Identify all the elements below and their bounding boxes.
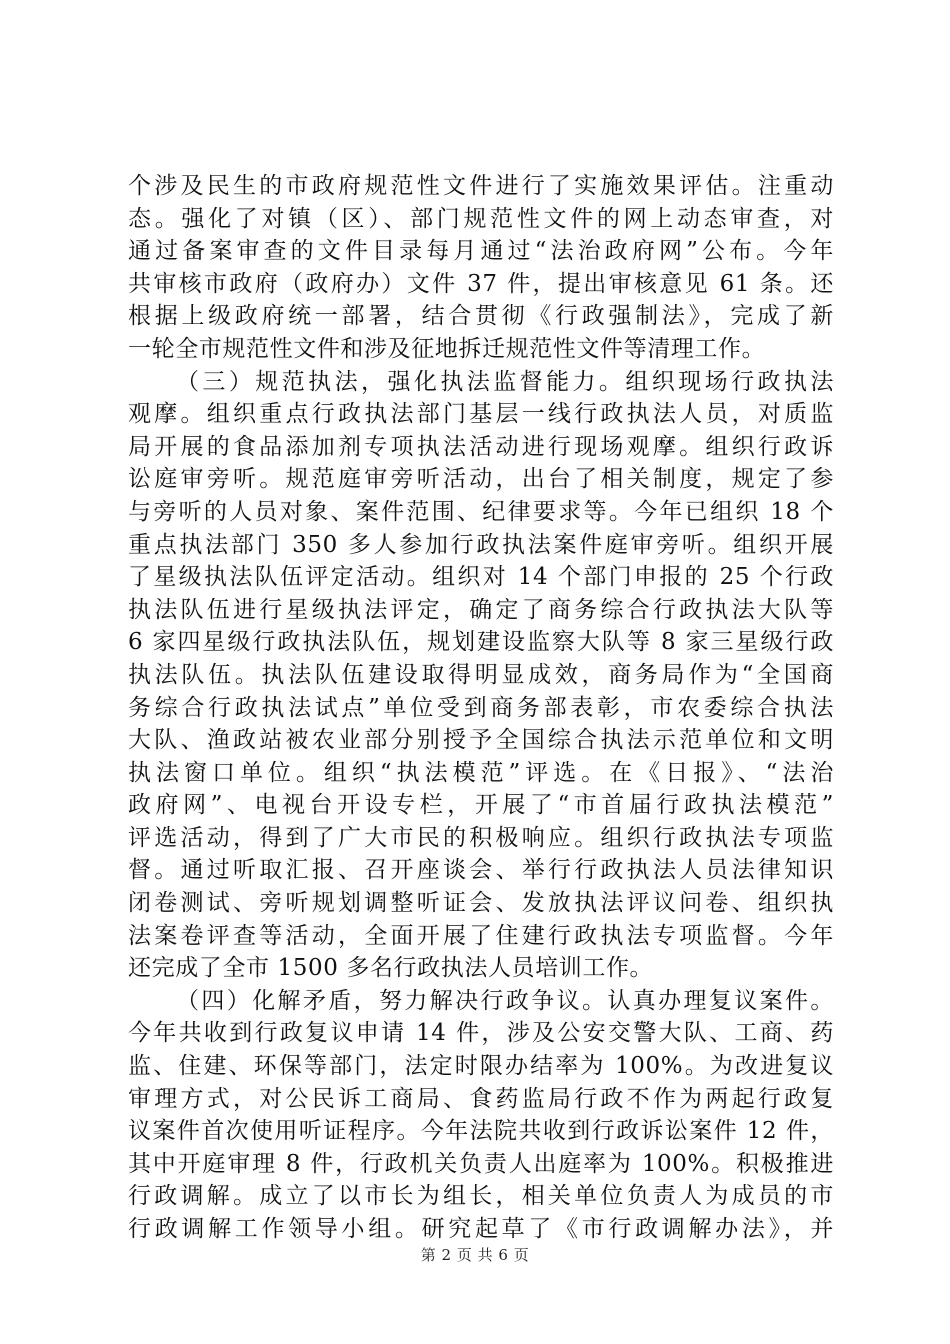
text-line: 共审核市政府（政府办）文件 37 件，提出审核意见 61 条。还 <box>128 270 834 297</box>
text-line: 重点执法部门 350 多人参加行政执法案件庭审旁听。组织开展 <box>128 531 834 558</box>
text-line: 大队、渔政站被农业部分别授予全国综合执法示范单位和文明 <box>128 727 834 754</box>
text-line: 行政调解工作领导小组。研究起草了《市行政调解办法》，并 <box>128 1216 834 1242</box>
text-line: 观摩。组织重点行政执法部门基层一线行政执法人员，对质监 <box>128 401 834 428</box>
text-line: 监、住建、环保等部门，法定时限办结率为 100%。为改进复议 <box>128 1053 834 1080</box>
text-line: 一轮全市规范性文件和涉及征地拆迁规范性文件等清理工作。 <box>128 335 766 362</box>
text-line: 评选活动，得到了广大市民的积极响应。组织行政执法专项监 <box>128 824 834 851</box>
text-line: 今年共收到行政复议申请 14 件，涉及公安交警大队、工商、药 <box>128 1020 834 1047</box>
text-line: 了星级执法队伍评定活动。组织对 14 个部门申报的 25 个行政 <box>128 564 834 591</box>
text-line: 督。通过听取汇报、召开座谈会、举行行政执法人员法律知识 <box>128 857 834 884</box>
text-line: 务综合行政执法试点”单位受到商务部表彰，市农委综合执法 <box>128 694 834 721</box>
body-text <box>128 170 834 1246</box>
text-line: 闭卷测试、旁听规划调整听证会、发放执法评议问卷、组织执 <box>128 890 834 917</box>
text-line: 通过备案审查的文件目录每月通过“法治政府网”公布。今年 <box>128 238 834 265</box>
text-line: 根据上级政府统一部署，结合贯彻《行政强制法》，完成了新 <box>128 303 834 330</box>
page-footer: 第 2 页 共 6 页 <box>420 1246 530 1264</box>
text-line: 法案卷评查等活动，全面开展了住建行政执法专项监督。今年 <box>128 922 834 949</box>
text-line: 其中开庭审理 8 件，行政机关负责人出庭率为 100%。积极推进 <box>128 1150 834 1177</box>
text-line: 还完成了全市 1500 多名行政执法人员培训工作。 <box>128 955 654 982</box>
paragraph-first-line: （三）规范执法，强化执法监督能力。组织现场行政执法 <box>176 368 834 395</box>
text-line: 行政调解。成立了以市长为组长，相关单位负责人为成员的市 <box>128 1183 834 1210</box>
text-line: 执法队伍。执法队伍建设取得明显成效，商务局作为“全国商 <box>128 661 834 688</box>
text-line: 执法窗口单位。组织“执法模范”评选。在《日报》、“法治 <box>128 759 834 786</box>
text-line: 局开展的食品添加剂专项执法活动进行现场观摩。组织行政诉 <box>128 433 834 460</box>
text-line: 审理方式，对公民诉工商局、食药监局行政不作为两起行政复 <box>128 1085 834 1112</box>
text-line: 个涉及民生的市政府规范性文件进行了实施效果评估。注重动 <box>128 173 834 199</box>
paragraph-first-line: （四）化解矛盾，努力解决行政争议。认真办理复议案件。 <box>176 987 834 1014</box>
text-line: 议案件首次使用听证程序。今年法院共收到行政诉讼案件 12 件， <box>128 1118 834 1145</box>
text-line: 政府网”、电视台开设专栏，开展了“市首届行政执法模范” <box>128 792 834 819</box>
text-line: 6 家四星级行政执法队伍，规划建设监察大队等 8 家三星级行政 <box>128 629 834 656</box>
text-line: 讼庭审旁听。规范庭审旁听活动，出台了相关制度，规定了参 <box>128 466 834 493</box>
text-line: 态。强化了对镇（区）、部门规范性文件的网上动态审查，对 <box>128 205 834 232</box>
text-line: 与旁听的人员对象、案件范围、纪律要求等。今年已组织 18 个 <box>128 498 834 525</box>
text-line: 执法队伍进行星级执法评定，确定了商务综合行政执法大队等 <box>128 596 834 623</box>
